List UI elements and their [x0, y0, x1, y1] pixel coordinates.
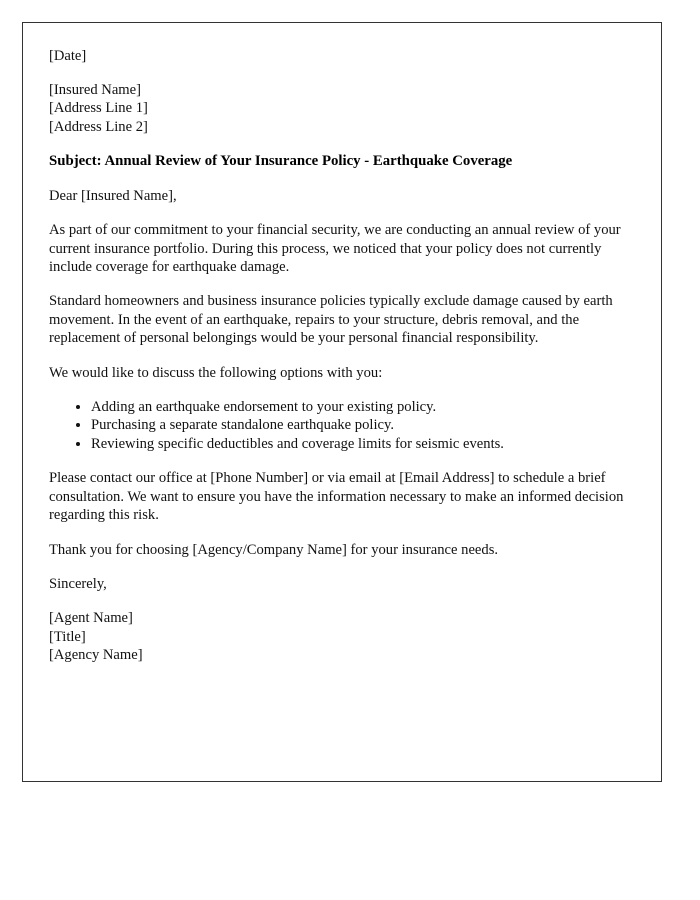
recipient-name: [Insured Name] — [49, 82, 141, 99]
list-item — [49, 398, 627, 416]
paragraph-contact: Please contact our office at [Phone Number] or via email at [Email Address] to schedule a brief consultation. We want to ensure you have the information necessary to make an informed decision regarding this risk. — [49, 470, 624, 524]
list-item — [49, 416, 627, 434]
signature-agent-name: [Agent Name] — [49, 610, 133, 627]
signature-block — [49, 609, 627, 664]
paragraph-intro: As part of our commitment to your financial security, we are conducting an annual review of your current insurance portfolio. During this process, we noticed that your policy does not currently include coverage for earthquake damage. — [49, 222, 621, 276]
subject-line: Subject: Annual Review of Your Insurance Policy - Earthquake Coverage — [49, 152, 513, 169]
closing-salutation: Sincerely, — [49, 575, 107, 592]
option-text: Adding an earthquake endorsement to your existing policy. — [91, 399, 437, 416]
recipient-address-line-1: [Address Line 1] — [49, 100, 148, 117]
option-text: Reviewing specific deductibles and coverage limits for seismic events. — [91, 435, 504, 452]
paragraph-options-intro: We would like to discuss the following options with you: — [49, 364, 383, 381]
bullet-icon — [76, 423, 80, 427]
bullet-icon — [76, 405, 80, 409]
options-list — [49, 398, 627, 453]
letter-content — [49, 47, 627, 664]
bullet-icon — [76, 442, 80, 446]
list-item — [49, 435, 627, 453]
signature-agency-name: [Agency Name] — [49, 646, 143, 663]
recipient-address-block — [49, 81, 627, 136]
date-block — [49, 47, 627, 65]
date-placeholder: [Date] — [49, 48, 87, 64]
option-text: Purchasing a separate standalone earthquake policy. — [91, 417, 394, 434]
recipient-address-line-2: [Address Line 2] — [49, 118, 148, 135]
signature-title: [Title] — [49, 628, 86, 645]
salutation: Dear [Insured Name], — [49, 187, 177, 204]
letter-page-frame — [22, 22, 662, 782]
paragraph-thanks: Thank you for choosing [Agency/Company Name] for your insurance needs. — [49, 541, 499, 558]
paragraph-exclusion: Standard homeowners and business insurance policies typically exclude damage caused by earth movement. In the event of an earthquake, repairs to your structure, debris removal, and the replacement of personal belongings would be your personal financial responsibility. — [49, 293, 613, 347]
